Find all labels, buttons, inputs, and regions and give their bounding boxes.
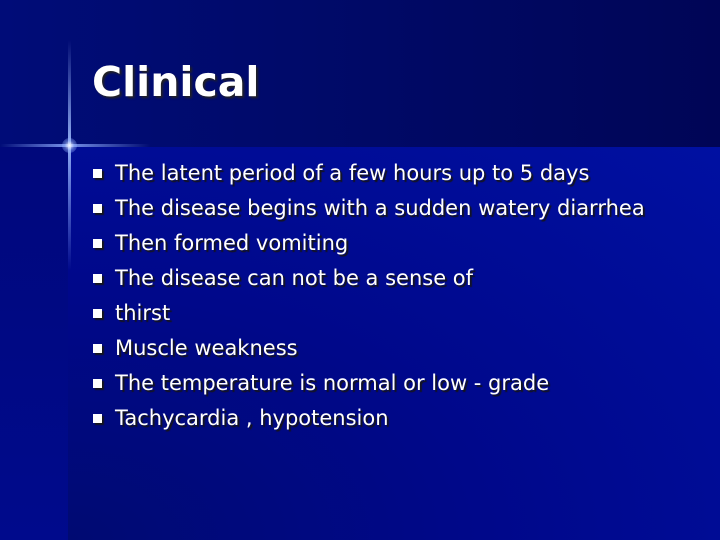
bullet-text: thirst — [115, 301, 171, 325]
bullet-text: The disease can not be a sense of — [115, 266, 474, 290]
square-bullet-icon — [93, 414, 102, 423]
square-bullet-icon — [93, 204, 102, 213]
square-bullet-icon — [93, 379, 102, 388]
bullet-text: The latent period of a few hours up to 5 days — [115, 161, 590, 185]
square-bullet-icon — [93, 344, 102, 353]
bullet-item — [92, 335, 692, 361]
light-flare-vertical — [68, 40, 71, 270]
bullet-text: The disease begins with a sudden watery diarrhea — [115, 196, 645, 220]
bullet-item — [92, 265, 692, 291]
square-bullet-icon — [93, 239, 102, 248]
bullet-item — [92, 300, 692, 326]
bullet-list — [92, 160, 692, 440]
bullet-item — [92, 195, 692, 221]
bullet-item — [92, 370, 692, 396]
bullet-text: Then formed vomiting — [115, 231, 349, 255]
square-bullet-icon — [93, 309, 102, 318]
square-bullet-icon — [93, 274, 102, 283]
light-flare-icon — [62, 138, 77, 153]
slide-title: Clinical — [92, 58, 260, 106]
bullet-text: The temperature is normal or low - grade — [115, 371, 550, 395]
bullet-item — [92, 160, 692, 186]
bullet-text: Tachycardia , hypotension — [115, 406, 389, 430]
square-bullet-icon — [93, 169, 102, 178]
left-band-background — [0, 147, 68, 540]
bullet-item — [92, 230, 692, 256]
bullet-text: Muscle weakness — [115, 336, 298, 360]
bullet-item — [92, 405, 692, 431]
